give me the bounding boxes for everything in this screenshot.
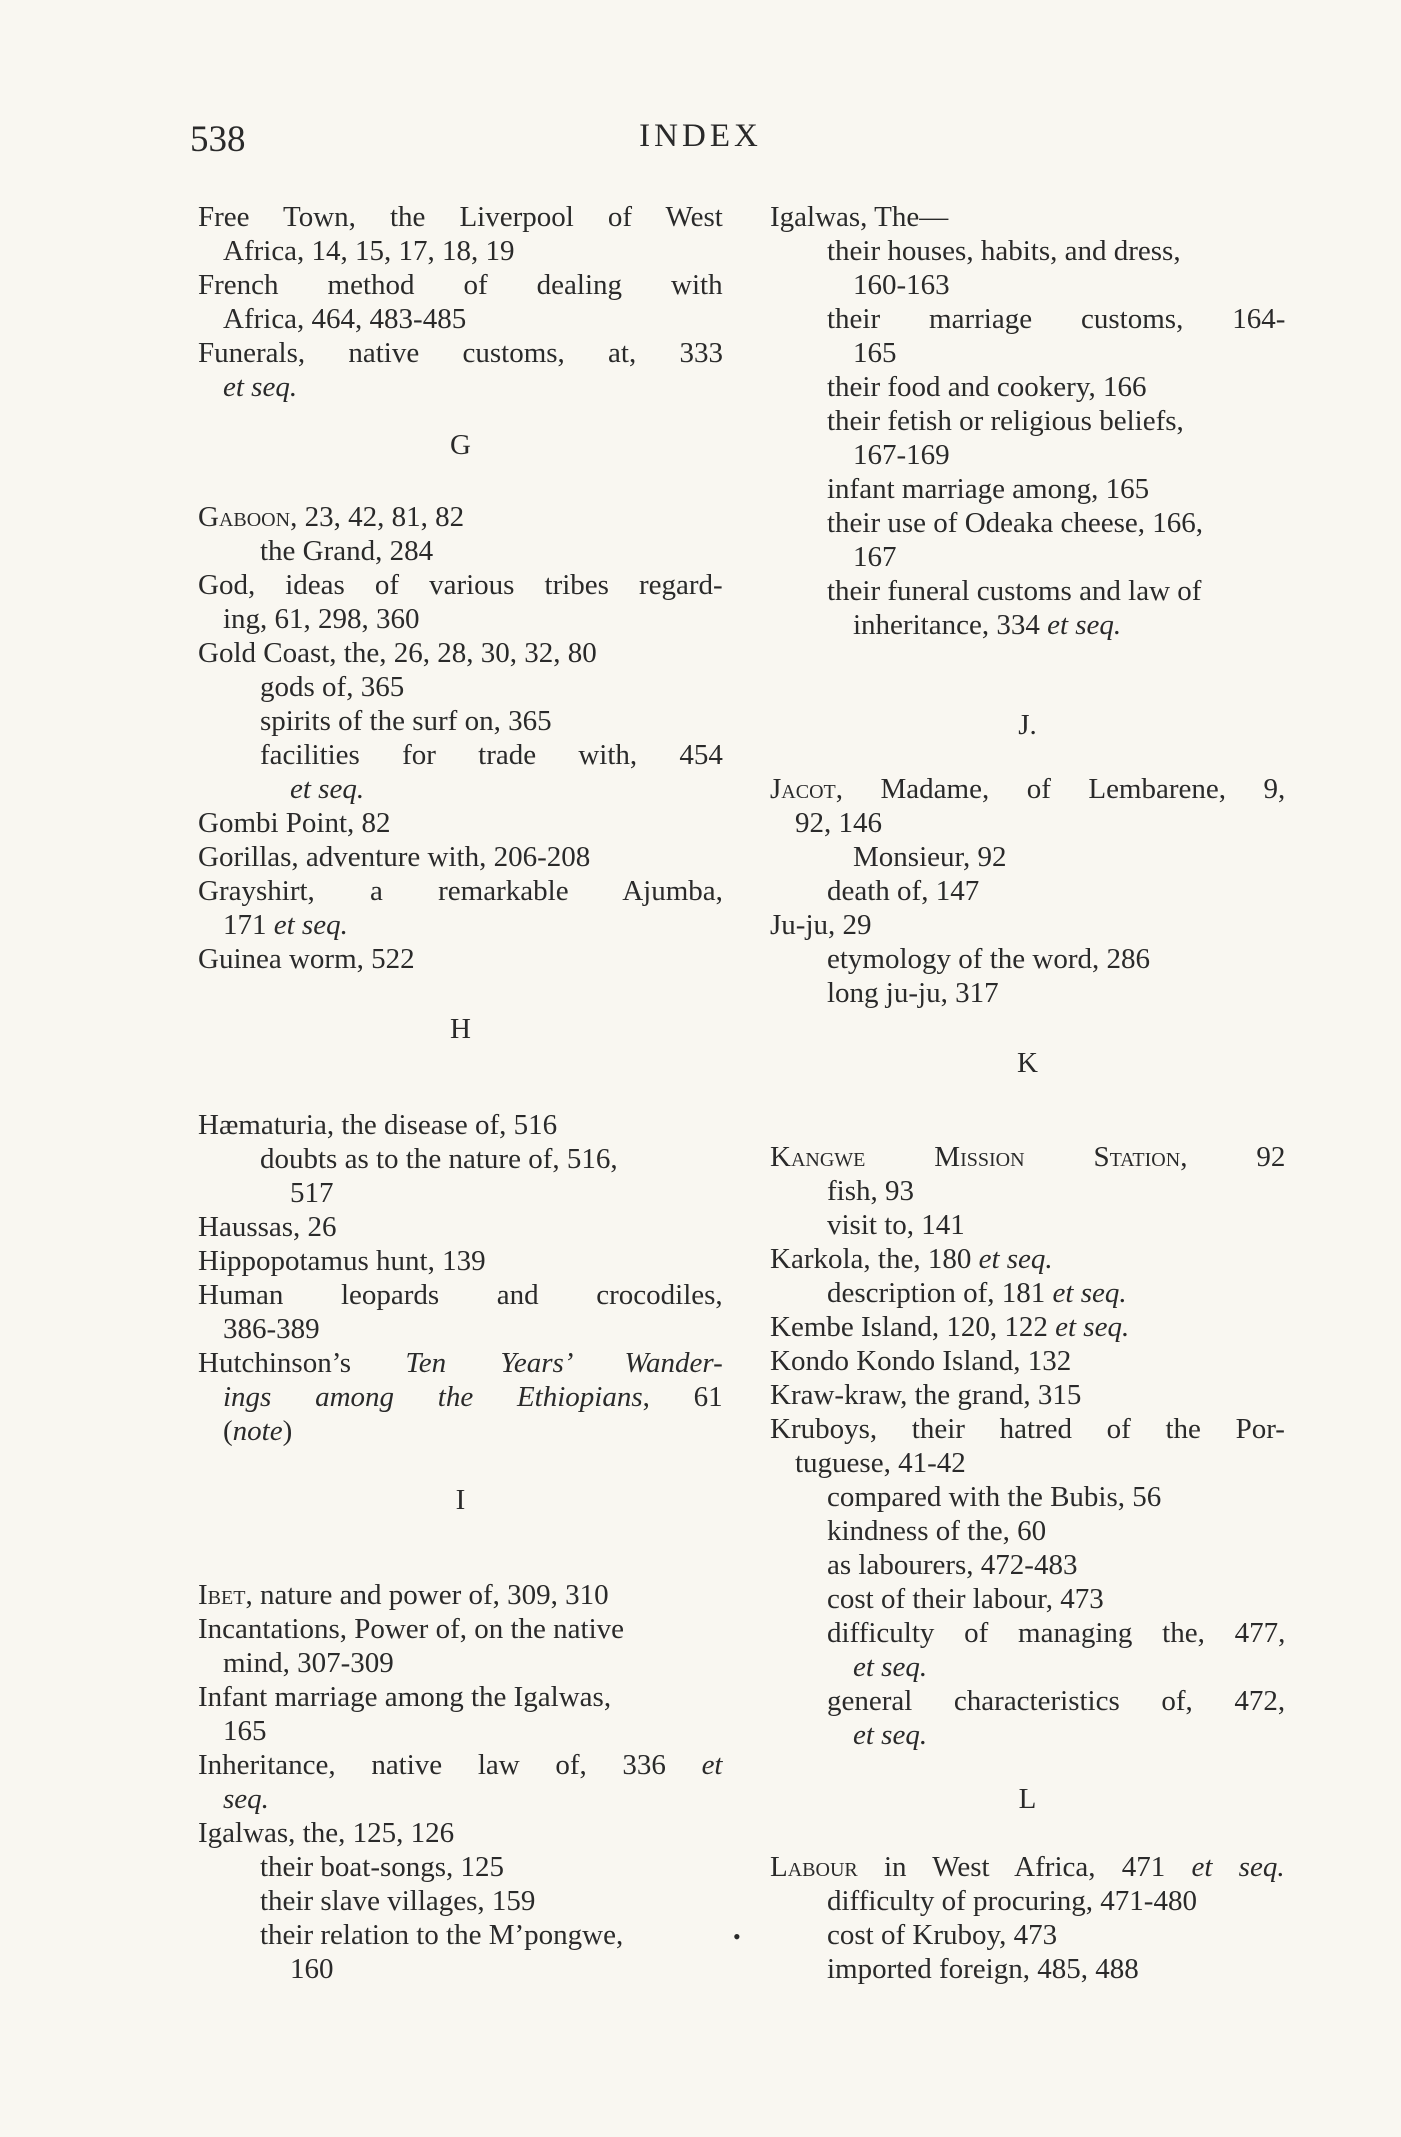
index-entry-line xyxy=(795,806,882,840)
index-entry-line xyxy=(223,1414,292,1448)
entry-text: Grayshirt, a remarkable Ajumba, xyxy=(198,875,723,907)
entry-text: Infant marriage among the Igalwas, xyxy=(198,1681,612,1713)
entry-text: Guinea worm, 522 xyxy=(198,943,415,975)
entry-text: French method of dealing with xyxy=(198,269,723,301)
entry-text: Free Town, the Liverpool of West xyxy=(198,201,723,233)
index-entry-line xyxy=(198,1612,624,1646)
entry-text: doubts as to the nature of, 516, xyxy=(260,1143,618,1175)
index-entry-line xyxy=(827,1208,965,1242)
index-entry-line xyxy=(770,1344,1071,1378)
entry-text: Kembe Island, 120, 122 xyxy=(770,1311,1056,1343)
index-entry-line xyxy=(770,908,872,942)
entry-text: their boat-songs, 125 xyxy=(260,1851,505,1883)
italic-text: seq. xyxy=(223,1783,269,1815)
index-entry-line xyxy=(827,302,1285,336)
index-entry-line xyxy=(290,1176,334,1210)
italic-text: et xyxy=(701,1749,723,1781)
entry-text: Human leopards and crocodiles, xyxy=(198,1279,723,1311)
entry-text: 386-389 xyxy=(223,1313,320,1345)
entry-text: their use of Odeaka cheese, 166, xyxy=(827,507,1204,539)
index-entry-line xyxy=(827,370,1146,404)
entry-text: Gold Coast, the, 26, 28, 30, 32, 80 xyxy=(198,637,597,669)
section-letter: J. xyxy=(1018,709,1037,741)
index-entry-line xyxy=(770,1310,1129,1344)
entry-text: ) xyxy=(282,1415,293,1447)
index-entry-line xyxy=(223,908,348,942)
entry-text: Jacot xyxy=(770,773,836,805)
index-entry-line xyxy=(198,568,723,602)
index-entry-line xyxy=(795,1446,966,1480)
index-entry-line xyxy=(198,268,723,302)
entry-text: death of, 147 xyxy=(827,875,980,907)
entry-text: Kruboys, their hatred of the Por- xyxy=(770,1413,1285,1445)
entry-text: difficulty of procuring, 471-480 xyxy=(827,1885,1197,1917)
entry-text: mind, 307-309 xyxy=(223,1647,394,1679)
index-entry-line xyxy=(827,1952,1139,1986)
index-entry-line xyxy=(198,1578,609,1612)
index-entry-line xyxy=(198,942,415,976)
entry-text: compared with the Bubis, 56 xyxy=(827,1481,1162,1513)
index-entry-line xyxy=(290,772,364,806)
italic-text: et seq. xyxy=(853,1651,928,1683)
entry-text: the Grand, 284 xyxy=(260,535,434,567)
italic-text: et seq. xyxy=(853,1719,928,1751)
index-entry-line xyxy=(853,540,897,574)
index-entry-line xyxy=(827,1918,1057,1952)
entry-text: their marriage customs, 164- xyxy=(827,303,1286,335)
italic-text: et seq. xyxy=(1052,1277,1127,1309)
italic-text: et seq. xyxy=(273,909,348,941)
entry-text: Kraw-kraw, the grand, 315 xyxy=(770,1379,1082,1411)
index-entry-line xyxy=(223,1380,723,1414)
index-entry-line xyxy=(770,1850,1285,1884)
entry-text: 167 xyxy=(853,541,897,573)
entry-text: their houses, habits, and dress, xyxy=(827,235,1181,267)
entry-text: spirits of the surf on, 365 xyxy=(260,705,552,737)
italic-text: et seq. xyxy=(290,773,365,805)
index-entry-line xyxy=(827,1884,1197,1918)
index-entry-line xyxy=(198,200,723,234)
entry-text: 160-163 xyxy=(853,269,950,301)
entry-text: , Madame, of Lembarene, 9, xyxy=(835,773,1286,805)
index-entry-line xyxy=(290,1952,334,1986)
index-entry-line xyxy=(853,1718,927,1752)
entry-text: Incantations, Power of, on the native xyxy=(198,1613,625,1645)
entry-text: facilities for trade with, 454 xyxy=(260,739,723,771)
stray-bullet-mark: • xyxy=(733,1924,741,1949)
index-entry-line xyxy=(827,1684,1285,1718)
entry-text: , 23, 42, 81, 82 xyxy=(290,501,465,533)
entry-text: Funerals, native customs, at, 333 xyxy=(198,337,723,369)
entry-text: 165 xyxy=(223,1715,267,1747)
index-entry-line xyxy=(260,534,433,568)
index-entry-line xyxy=(198,806,391,840)
index-entry-line xyxy=(827,574,1201,608)
section-letter: K xyxy=(1017,1047,1038,1079)
entry-text: their relation to the M’pongwe, xyxy=(260,1919,624,1951)
index-entry-line xyxy=(260,704,552,738)
index-entry-line xyxy=(853,1650,927,1684)
index-entry-line xyxy=(827,1514,1046,1548)
entry-text: 517 xyxy=(290,1177,334,1209)
index-entry-line xyxy=(260,738,723,772)
index-entry-line xyxy=(198,500,464,534)
index-entry-line xyxy=(198,840,590,874)
entry-text: kindness of the, 60 xyxy=(827,1515,1047,1547)
entry-text: ing, 61, 298, 360 xyxy=(223,603,420,635)
entry-text: Hutchinson’s xyxy=(198,1347,406,1379)
entry-text: their slave villages, 159 xyxy=(260,1885,536,1917)
italic-text: et seq. xyxy=(1047,609,1122,641)
index-entry-line xyxy=(827,472,1149,506)
entry-text: difficulty of managing the, 477, xyxy=(827,1617,1286,1649)
italic-text: et seq. xyxy=(223,371,298,403)
index-entry-line xyxy=(853,336,897,370)
index-entry-line xyxy=(198,1748,723,1782)
entry-text: visit to, 141 xyxy=(827,1209,965,1241)
index-entry-line xyxy=(260,1918,623,1952)
entry-text: God, ideas of various tribes regard- xyxy=(198,569,723,601)
entry-text: Kondo Kondo Island, 132 xyxy=(770,1345,1072,1377)
section-letter: G xyxy=(450,429,471,461)
index-entry-line xyxy=(198,1244,486,1278)
entry-text: Africa, 14, 15, 17, 18, 19 xyxy=(223,235,515,267)
italic-text: et seq. xyxy=(1055,1311,1130,1343)
entry-text: ( xyxy=(223,1415,233,1447)
index-entry-line xyxy=(827,1582,1104,1616)
italic-text: Ten Years’ Wander- xyxy=(405,1347,723,1379)
entry-text: inheritance, 334 xyxy=(853,609,1048,641)
index-entry-line xyxy=(223,1312,320,1346)
index-entry-line xyxy=(827,1616,1285,1650)
entry-text: , 92 xyxy=(1180,1141,1286,1173)
index-entry-line xyxy=(260,1884,535,1918)
page-number: 538 xyxy=(190,119,246,160)
index-entry-line xyxy=(827,234,1181,268)
index-entry-line xyxy=(198,336,723,370)
entry-text: infant marriage among, 165 xyxy=(827,473,1150,505)
entry-text: Ju-ju, 29 xyxy=(770,909,872,941)
italic-text: ings among the Ethiopians xyxy=(223,1381,643,1413)
entry-text: Gorillas, adventure with, 206-208 xyxy=(198,841,591,873)
index-entry-line xyxy=(827,976,999,1010)
running-title: INDEX xyxy=(639,118,762,154)
index-entry-line xyxy=(223,1782,269,1816)
index-entry-line xyxy=(827,404,1184,438)
index-entry-line xyxy=(198,1210,337,1244)
entry-text: Igalwas, The— xyxy=(770,201,949,233)
index-entry-line xyxy=(827,1276,1127,1310)
index-entry-line xyxy=(853,608,1121,642)
index-entry-line xyxy=(223,1646,394,1680)
index-entry-line xyxy=(770,772,1285,806)
entry-text: general characteristics of, 472, xyxy=(827,1685,1286,1717)
section-letter: L xyxy=(1018,1783,1037,1815)
entry-text: 92, 146 xyxy=(795,807,882,839)
entry-text: gods of, 365 xyxy=(260,671,405,703)
index-entry-line xyxy=(223,302,466,336)
entry-text: Hippopotamus hunt, 139 xyxy=(198,1245,486,1277)
entry-text: 171 xyxy=(223,909,274,941)
entry-text: Labour xyxy=(770,1851,858,1883)
entry-text: their food and cookery, 166 xyxy=(827,371,1147,403)
entry-text: Haussas, 26 xyxy=(198,1211,337,1243)
index-entry-line xyxy=(770,200,948,234)
entry-text: fish, 93 xyxy=(827,1175,914,1207)
entry-text: Inheritance, native law of, 336 xyxy=(198,1749,702,1781)
index-entry-line xyxy=(770,1242,1053,1276)
index-entry-line xyxy=(260,670,404,704)
entry-text: 165 xyxy=(853,337,897,369)
index-entry-line xyxy=(853,268,950,302)
entry-text: as labourers, 472-483 xyxy=(827,1549,1078,1581)
italic-text: et seq. xyxy=(1191,1851,1285,1883)
index-entry-line xyxy=(223,234,515,268)
entry-text: Igalwas, the, 125, 126 xyxy=(198,1817,455,1849)
index-entry-line xyxy=(198,1346,723,1380)
index-entry-line xyxy=(827,1174,914,1208)
entry-text: Ibet xyxy=(198,1579,246,1611)
entry-text: description of, 181 xyxy=(827,1277,1053,1309)
index-entry-line xyxy=(198,636,597,670)
entry-text: imported foreign, 485, 488 xyxy=(827,1953,1139,1985)
entry-text: cost of Kruboy, 473 xyxy=(827,1919,1058,1951)
page-header xyxy=(0,118,1401,168)
entry-text: long ju-ju, 317 xyxy=(827,977,999,1009)
index-entry-line xyxy=(223,370,297,404)
index-entry-line xyxy=(770,1378,1081,1412)
index-entry-line xyxy=(853,438,950,472)
index-entry-line xyxy=(260,1142,618,1176)
index-entry-line xyxy=(198,1278,723,1312)
index-entry-line xyxy=(827,1548,1077,1582)
index-entry-line xyxy=(827,874,979,908)
entry-text: cost of their labour, 473 xyxy=(827,1583,1104,1615)
entry-text: tuguese, 41-42 xyxy=(795,1447,966,1479)
entry-text: Africa, 464, 483-485 xyxy=(223,303,467,335)
index-entry-line xyxy=(223,1714,267,1748)
entry-text: Hæmaturia, the disease of, 516 xyxy=(198,1109,558,1141)
index-entry-line xyxy=(260,1850,504,1884)
italic-text: et seq. xyxy=(978,1243,1053,1275)
index-entry-line xyxy=(198,1680,611,1714)
section-letter: H xyxy=(450,1013,471,1045)
index-entry-line xyxy=(770,1140,1285,1174)
index-entry-line xyxy=(827,506,1203,540)
entry-text: Kangwe Mission Station xyxy=(770,1141,1181,1173)
entry-text: 160 xyxy=(290,1953,334,1985)
index-entry-line xyxy=(827,942,1150,976)
italic-text: note xyxy=(232,1415,283,1447)
entry-text: in West Africa, 471 xyxy=(857,1851,1192,1883)
entry-text: 167-169 xyxy=(853,439,950,471)
index-entry-line xyxy=(827,1480,1161,1514)
entry-text: their funeral customs and law of xyxy=(827,575,1202,607)
index-entry-line xyxy=(223,602,420,636)
index-entry-line xyxy=(853,840,1007,874)
index-entry-line xyxy=(770,1412,1285,1446)
entry-text: their fetish or religious beliefs, xyxy=(827,405,1184,437)
entry-text: etymology of the word, 286 xyxy=(827,943,1150,975)
entry-text: Gaboon xyxy=(198,501,291,533)
index-entry-line xyxy=(198,1816,454,1850)
entry-text: Monsieur, 92 xyxy=(853,841,1007,873)
entry-text: Gombi Point, 82 xyxy=(198,807,391,839)
section-letter: I xyxy=(455,1484,466,1516)
index-entry-line xyxy=(198,1108,557,1142)
index-entry-line xyxy=(198,874,723,908)
entry-text: , 61 xyxy=(642,1381,723,1413)
entry-text: Karkola, the, 180 xyxy=(770,1243,979,1275)
entry-text: , nature and power of, 309, 310 xyxy=(245,1579,609,1611)
